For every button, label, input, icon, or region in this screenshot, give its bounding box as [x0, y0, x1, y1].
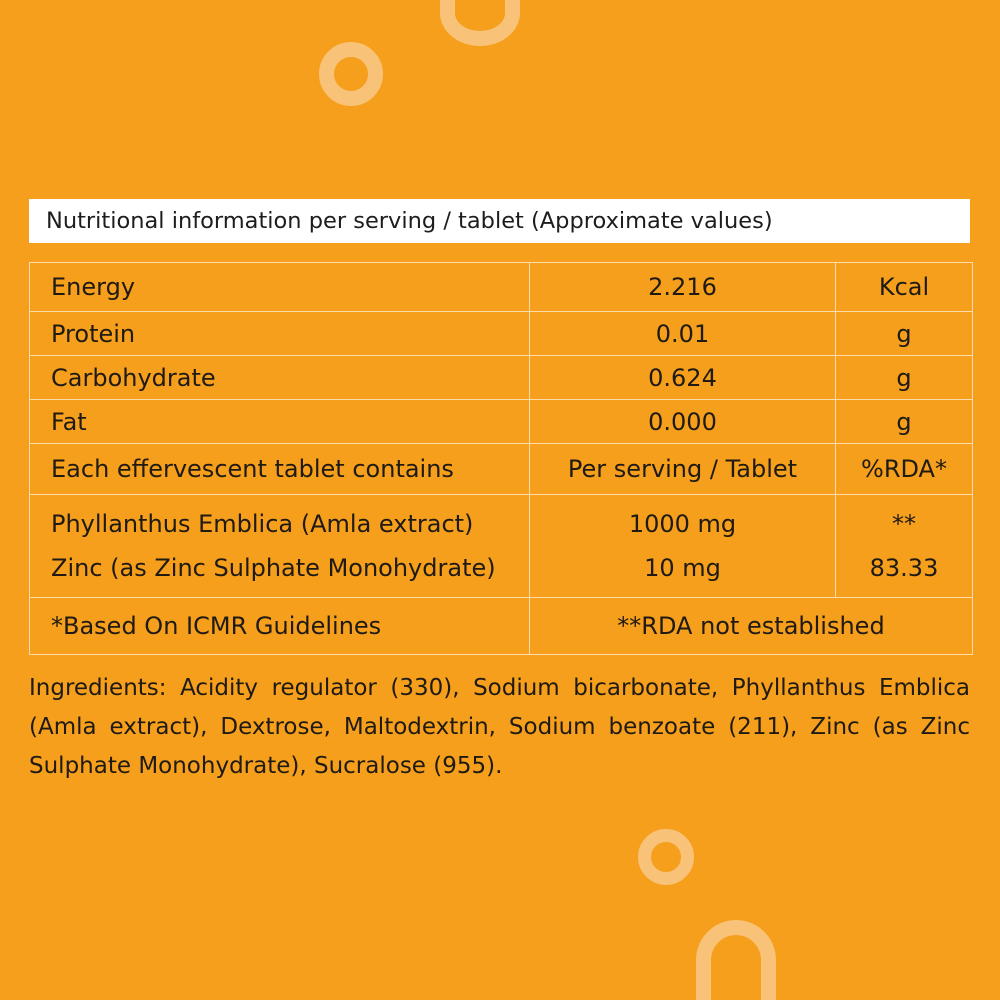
contents-header-row — [30, 444, 973, 495]
ingredients-label: Ingredients: — [29, 675, 167, 701]
nutrient-unit: g — [836, 400, 973, 444]
content-name: Zinc (as Zinc Sulphate Monohydrate) — [51, 554, 496, 582]
contents-header-serving: Per serving / Tablet — [530, 444, 836, 495]
nutrient-value: 0.000 — [530, 400, 836, 444]
contents-row — [30, 495, 973, 598]
table-row — [30, 312, 973, 356]
nutrient-unit: Kcal — [836, 263, 973, 312]
footnote-icmr: *Based On ICMR Guidelines — [30, 598, 530, 655]
ingredients-text: Acidity regulator (330), Sodium bicarbonate, Phyllanthus Emblica (Amla extract), Dextrose, Maltodextrin, Sodium benzoate (211), Zinc (as Zinc Sulphate Monohydrate), Sucralose (955). — [29, 675, 970, 779]
nutrient-name: Protein — [30, 312, 530, 356]
decorative-ring — [638, 829, 694, 885]
footnote-rda: **RDA not established — [530, 598, 973, 655]
ingredients-paragraph — [29, 669, 970, 786]
content-amount: 10 mg — [644, 554, 721, 582]
nutrition-table — [29, 262, 973, 655]
content-rda: 83.33 — [869, 554, 939, 582]
decorative-ring — [696, 920, 776, 1000]
content-name: Phyllanthus Emblica (Amla extract) — [51, 510, 474, 538]
nutrient-name: Fat — [30, 400, 530, 444]
nutrition-title: Nutritional information per serving / tablet (Approximate values) — [29, 199, 970, 243]
nutrient-name: Energy — [30, 263, 530, 312]
table-row — [30, 263, 973, 312]
contents-names — [30, 495, 530, 598]
contents-rda — [836, 495, 973, 598]
footnote-row — [30, 598, 973, 655]
nutrient-name: Carbohydrate — [30, 356, 530, 400]
table-row — [30, 400, 973, 444]
contents-amounts — [530, 495, 836, 598]
decorative-ring — [440, 0, 520, 46]
contents-header-label: Each effervescent tablet contains — [30, 444, 530, 495]
nutrient-unit: g — [836, 356, 973, 400]
decorative-ring — [319, 42, 383, 106]
nutrient-unit: g — [836, 312, 973, 356]
content-rda: ** — [892, 510, 916, 538]
content-amount: 1000 mg — [628, 510, 737, 538]
nutrient-value: 0.01 — [530, 312, 836, 356]
table-row — [30, 356, 973, 400]
nutrient-value: 0.624 — [530, 356, 836, 400]
nutrient-value: 2.216 — [530, 263, 836, 312]
contents-header-rda: %RDA* — [836, 444, 973, 495]
